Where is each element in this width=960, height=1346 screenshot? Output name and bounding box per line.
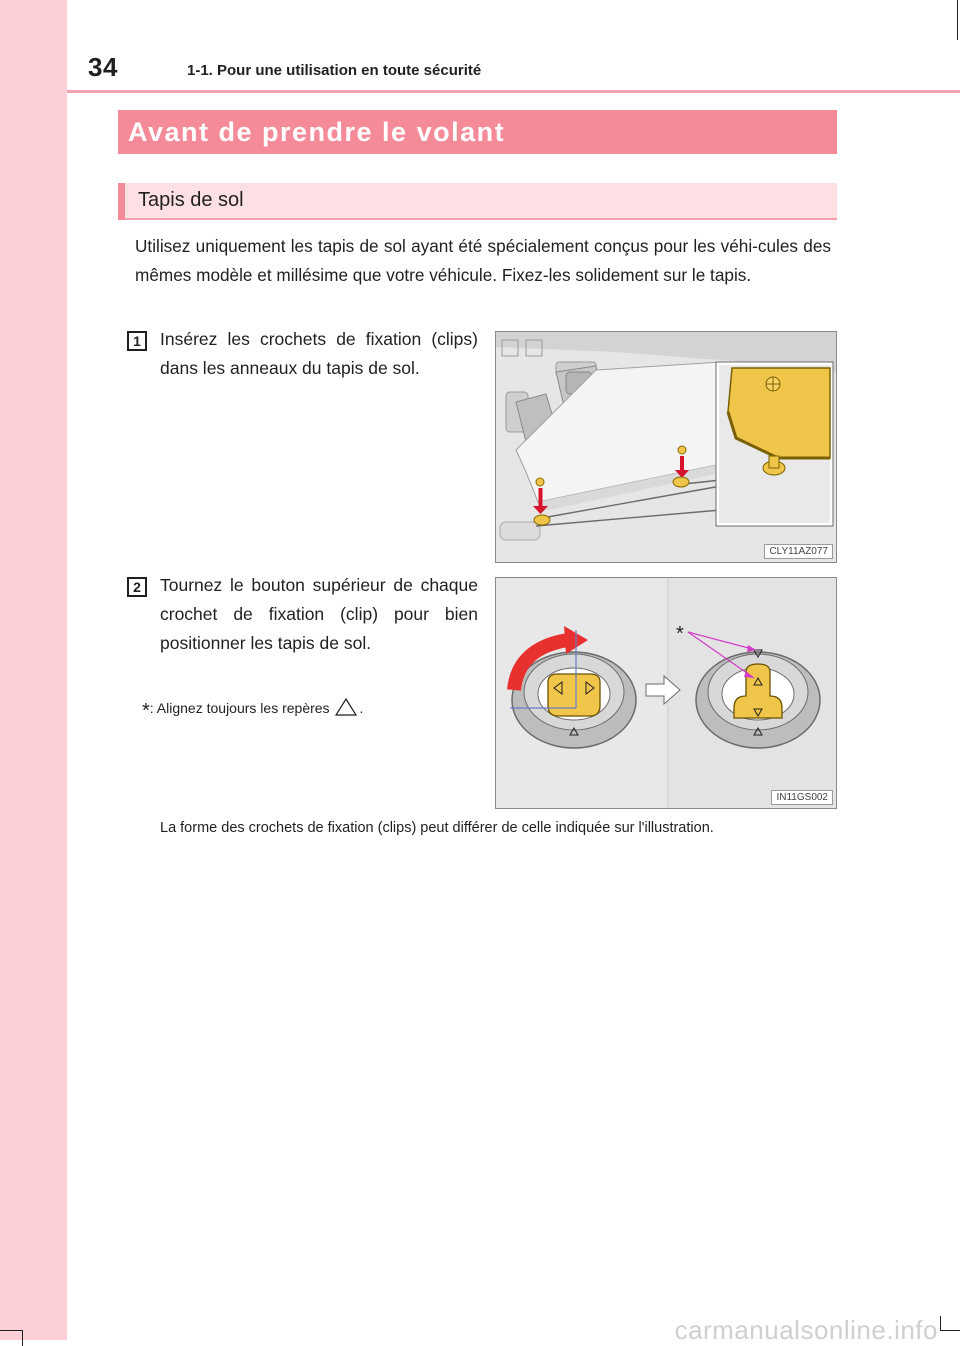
- svg-text:*: *: [676, 623, 684, 645]
- footnote-marker: *: [142, 700, 150, 722]
- subsection-title: Tapis de sol: [138, 189, 244, 211]
- intro-paragraph: Utilisez uniquement les tapis de sol ayant été spécialement conçus pour les véhi-cules des mêmes modèle et millésime que votre véhicule. Fixez-les solidement sur le tapis.: [135, 236, 831, 285]
- clip-rotation-illustration: [496, 578, 837, 809]
- section-title: Avant de prendre le volant: [118, 110, 837, 154]
- crop-mark: [940, 1330, 960, 1331]
- footnote-suffix: .: [359, 700, 364, 716]
- footnote-text: : Alignez toujours les repères: [149, 700, 330, 716]
- crop-mark: [957, 0, 958, 40]
- figure-clip-rotation: [495, 577, 837, 809]
- crop-mark: [0, 1330, 22, 1331]
- figure-floor-mat-hooks: [495, 331, 837, 563]
- figure-code-2: IN11GS002: [771, 790, 833, 805]
- chapter-title: 1-1. Pour une utilisation en toute sécurité: [187, 62, 482, 79]
- step-2-text: Tournez le bouton supérieur de chaque crochet de fixation (clip) pour bien positionner les tapis de sol.: [160, 575, 478, 653]
- footnote: [142, 697, 363, 722]
- figure-code-1: CLY11AZ077: [764, 544, 833, 559]
- floor-mat-illustration: [496, 332, 837, 563]
- crop-mark: [22, 1330, 23, 1346]
- step-1-badge: 1: [127, 331, 147, 351]
- triangle-mark-icon: [335, 698, 357, 716]
- header-divider: [67, 90, 960, 93]
- subsection-header: [118, 183, 837, 220]
- watermark: carmanualsonline.info: [674, 1315, 938, 1345]
- step-1-text: Insérez les crochets de fixation (clips) dans les anneaux du tapis de sol.: [160, 329, 478, 378]
- left-margin-band: [0, 0, 67, 1340]
- subsection-accent-bar: [118, 183, 125, 220]
- illustration-note: La forme des crochets de fixation (clips) peut différer de celle indiquée sur l'illustration.: [160, 820, 714, 836]
- step-2-badge: 2: [127, 577, 147, 597]
- crop-mark: [940, 1316, 941, 1330]
- page-number: 34: [88, 52, 118, 82]
